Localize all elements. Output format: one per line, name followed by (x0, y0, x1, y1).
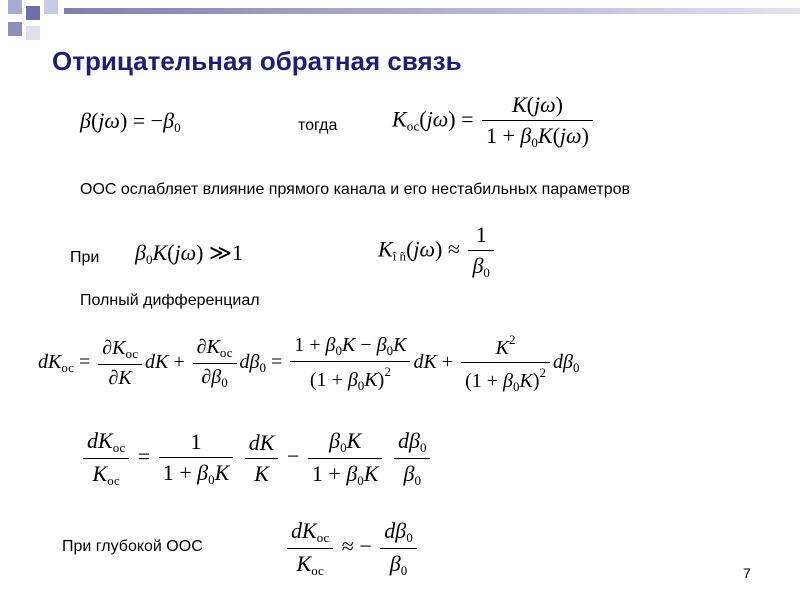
formula-koc-approx: $K_{î ñ}(j\omega)$ ≈ $\frac{1}{\beta_0}$ (378, 222, 497, 281)
decor-square (8, 22, 22, 36)
decor-square (26, 6, 40, 20)
formula-deep: $\frac{dK_{ос}}{K_{ос}}$ ≈ − $\frac{d\beta_0}{\beta_0}$ (284, 518, 420, 579)
decor-square (26, 26, 40, 40)
statement-text: ООС ослабляет влияние прямого канала и его нестабильных параметров (80, 181, 631, 198)
formula-relative: $\frac{dK_{ос}}{K_{ос}}$ = $\frac{1}{1 + \beta_0K}$ $\frac{dK}{K}$ − $\frac{\beta_0K}{1 + \beta_0K}$ $\frac{d\beta_0}{\beta_0}$ (80, 428, 433, 489)
text-full-diff: Полный дифференциал (80, 292, 260, 309)
formula-condition: $\beta_0K(j\omega)$ ≫1 (135, 240, 243, 267)
page-number: 7 (743, 565, 751, 581)
text-deep: При глубокой ООС (62, 538, 203, 555)
formula-koc: $K_{ос}(j\omega)$ = $\frac{K(j\omega)}{1 + \beta_0K(j\omega)}$ (392, 92, 596, 151)
text-togda: тогда (298, 117, 338, 134)
decor-square (44, 0, 58, 14)
slide-title: Отрицательная обратная связь (52, 46, 462, 76)
formula-full-differential: $dK_{ос}$ = $\frac{\partial K_{ос}}{\partial K}$ dK + $\frac{\partial K_{ос}}{\partial\beta_0}$ $d\beta_0$ = $\frac{1 + \beta_0K - \beta_0K}{(1 + \beta_0K)^2}$ dK + $\frac{K^2}{(1 + \beta_0K)^2}$ $d\beta_0$ (38, 332, 580, 394)
decor-square (8, 0, 22, 14)
header-bar (64, 8, 800, 14)
text-pri: При (70, 249, 100, 266)
formula-beta: $\beta(j\omega) = -\beta_0$ (80, 108, 181, 135)
